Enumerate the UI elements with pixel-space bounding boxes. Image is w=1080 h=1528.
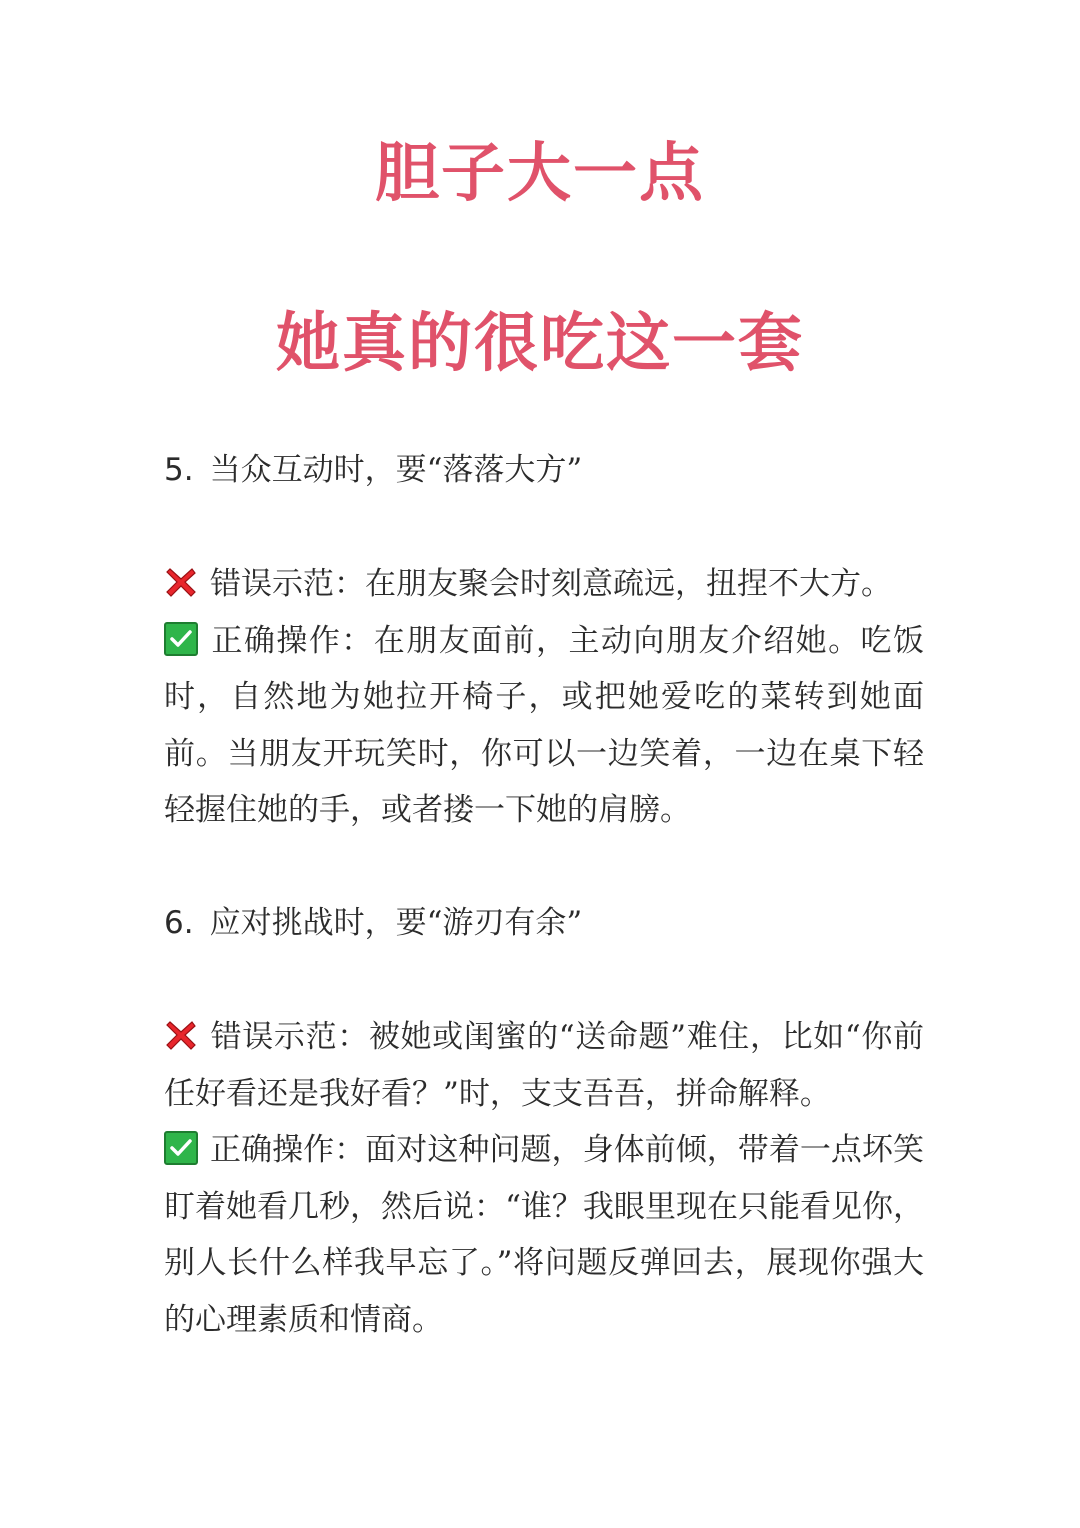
title-line-1: 胆子大一点 — [375, 137, 705, 211]
check-mark-icon — [164, 1131, 198, 1165]
section-6-body — [164, 1009, 924, 1348]
section-5-wrong-text: 在朋友聚会时刻意疏远，扭捏不大方。 — [365, 566, 892, 602]
section-5-body — [164, 556, 924, 839]
section-5-heading-text: 当众互动时，要“落落大方” — [209, 452, 583, 488]
section-5-number: 5. — [164, 452, 194, 488]
section-5-right-label: 正确操作： — [210, 622, 374, 659]
section-6-wrong-label: 错误示范： — [210, 1019, 369, 1055]
title-line-2: 她真的很吃这一套 — [276, 307, 804, 381]
section-5-heading — [164, 450, 582, 490]
section-6-number: 6. — [164, 905, 194, 941]
section-6-right-text: 面对这种问题，身体前倾，带着一点坏笑盯着她看几秒，然后说：“谁？我眼里现在只能看见你，别人长什么样我早忘了。”将问题反弹回去，展现你强大的心理素质和情商。 — [164, 1132, 925, 1338]
check-mark-icon — [164, 622, 198, 656]
cross-mark-icon — [164, 565, 198, 599]
section-6-wrong-text: 被她或闺蜜的“送命题”难住，比如“你前任好看还是我好看？”时，支支吾吾，拼命解释。 — [164, 1019, 925, 1112]
section-5-right-text: 在朋友面前，主动向朋友介绍她。吃饭时，自然地为她拉开椅子，或把她爱吃的菜转到她面前。当朋友开玩笑时，你可以一边笑着，一边在桌下轻轻握住她的手，或者搂一下她的肩膀。 — [164, 622, 925, 828]
section-6-heading-text: 应对挑战时，要“游刃有余” — [209, 905, 583, 941]
cross-mark-icon — [164, 1018, 198, 1052]
section-6-right — [164, 1122, 924, 1348]
section-6-wrong — [164, 1009, 924, 1122]
section-5-wrong-label: 错误示范： — [210, 566, 365, 602]
section-5-right — [164, 613, 924, 839]
section-6-right-label: 正确操作： — [210, 1132, 366, 1168]
section-6-heading — [164, 903, 582, 943]
section-5-wrong — [164, 556, 924, 613]
